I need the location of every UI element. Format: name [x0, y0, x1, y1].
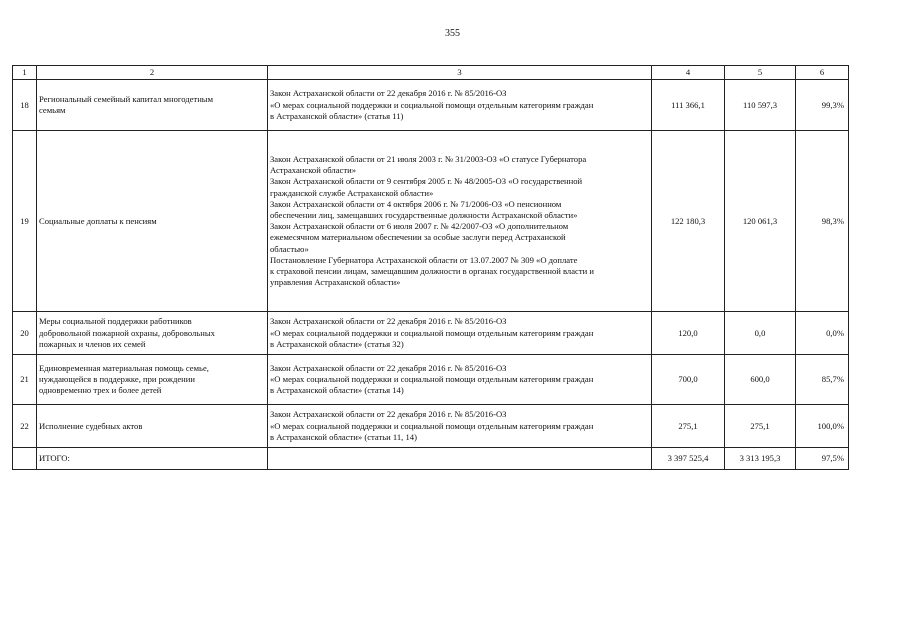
column-header: 4 [652, 66, 725, 80]
table-row [13, 131, 849, 312]
row-fact-value: 120 061,3 [725, 131, 796, 312]
column-header: 2 [37, 66, 268, 80]
name-line: нуждающейся в поддержке, при рождении [39, 374, 195, 385]
row-legal-basis [268, 312, 652, 355]
table-row [13, 405, 849, 448]
row-number: 20 [13, 312, 37, 355]
column-header: 3 [268, 66, 652, 80]
row-name [37, 131, 268, 312]
basis-line: «О мерах социальной поддержки и социальной помощи отдельным категориям граждан [270, 420, 594, 431]
row-name [37, 80, 268, 131]
row-fact-value: 275,1 [725, 405, 796, 448]
basis-line: ежемесячном материальном обеспечении за особые заслуги перед Астраханской [270, 232, 566, 243]
name-line: семьям [39, 105, 66, 116]
total-row [13, 448, 849, 470]
basis-line: в Астраханской области» (статья 32) [270, 338, 404, 349]
name-line: Социальные доплаты к пенсиям [39, 215, 157, 226]
basis-line: в Астраханской области» (статьи 11, 14) [270, 431, 417, 442]
name-line: Меры социальной поддержки работников [39, 316, 192, 327]
name-line: пожарных и членов их семей [39, 338, 146, 349]
basis-line: в Астраханской области» (статья 14) [270, 385, 404, 396]
basis-line: «О мерах социальной поддержки и социальной помощи отдельным категориям граждан [270, 374, 594, 385]
name-line: Единовременная материальная помощь семье, [39, 362, 209, 373]
row-fact-value: 110 597,3 [725, 80, 796, 131]
row-number: 18 [13, 80, 37, 131]
column-header: 6 [796, 66, 849, 80]
row-plan-value: 111 366,1 [652, 80, 725, 131]
row-legal-basis [268, 80, 652, 131]
basis-line: Закон Астраханской области от 22 декабря 2016 г. № 85/2016-ОЗ [270, 362, 507, 373]
row-number: 21 [13, 355, 37, 405]
header-row [13, 66, 849, 80]
name-line: Исполнение судебных актов [39, 420, 143, 431]
name-line: одновременно трех и более детей [39, 385, 162, 396]
row-name [37, 312, 268, 355]
basis-line: Закон Астраханской области от 9 сентября 2005 г. № 48/2005-ОЗ «О государственной [270, 176, 583, 187]
row-name [37, 405, 268, 448]
basis-line: Закон Астраханской области от 22 декабря 2016 г. № 85/2016-ОЗ [270, 88, 507, 99]
basis-line: Постановление Губернатора Астраханской области от 13.07.2007 № 309 «О доплате [270, 254, 578, 265]
total-fact-value: 3 313 195,3 [725, 448, 796, 470]
page-number: 355 [445, 28, 460, 39]
total-label: ИТОГО: [37, 448, 268, 470]
row-percent: 98,3% [796, 131, 849, 312]
row-plan-value: 122 180,3 [652, 131, 725, 312]
total-number-cell [13, 448, 37, 470]
basis-line: «О мерах социальной поддержки и социальной помощи отдельным категориям граждан [270, 327, 594, 338]
column-header: 5 [725, 66, 796, 80]
row-name [37, 355, 268, 405]
row-legal-basis [268, 131, 652, 312]
row-percent: 85,7% [796, 355, 849, 405]
basis-line: Закон Астраханской области от 22 декабря 2016 г. № 85/2016-ОЗ [270, 316, 507, 327]
table-row [13, 80, 849, 131]
budget-table [12, 65, 849, 470]
name-line: Региональный семейный капитал многодетным [39, 94, 214, 104]
row-plan-value: 275,1 [652, 405, 725, 448]
basis-line: гражданской службе Астраханской области» [270, 187, 434, 198]
row-percent: 99,3% [796, 80, 849, 131]
basis-line: Закон Астраханской области от 21 июля 2003 г. № 31/2003-ОЗ «О статусе Губернатора [270, 154, 587, 165]
total-basis-cell [268, 448, 652, 470]
name-line: добровольной пожарной охраны, добровольных [39, 327, 215, 338]
basis-line: Закон Астраханской области от 22 декабря 2016 г. № 85/2016-ОЗ [270, 409, 507, 420]
row-number: 19 [13, 131, 37, 312]
table-row [13, 312, 849, 355]
row-number: 22 [13, 405, 37, 448]
basis-line: в Астраханской области» (статья 11) [270, 110, 404, 121]
basis-line: Закон Астраханской области от 6 июля 2007 г. № 42/2007-ОЗ «О дополнительном [270, 221, 569, 232]
row-plan-value: 120,0 [652, 312, 725, 355]
basis-line: «О мерах социальной поддержки и социальной помощи отдельным категориям граждан [270, 99, 594, 110]
basis-line: к страховой пенсии лицам, замещавшим должности в органах государственной власти и [270, 265, 594, 276]
total-plan-value: 3 397 525,4 [652, 448, 725, 470]
basis-line: областью» [270, 243, 309, 254]
column-header: 1 [13, 66, 37, 80]
row-percent: 100,0% [796, 405, 849, 448]
row-legal-basis [268, 355, 652, 405]
row-fact-value: 600,0 [725, 355, 796, 405]
basis-line: Закон Астраханской области от 4 октября 2006 г. № 71/2006-ОЗ «О пенсионном [270, 198, 562, 209]
row-plan-value: 700,0 [652, 355, 725, 405]
table-row [13, 355, 849, 405]
row-fact-value: 0,0 [725, 312, 796, 355]
basis-line: Астраханской области» [270, 165, 356, 176]
basis-line: управления Астраханской области» [270, 277, 401, 288]
row-percent: 0,0% [796, 312, 849, 355]
row-legal-basis [268, 405, 652, 448]
basis-line: обеспечении лиц, замещавших государственные должности Астраханской области» [270, 210, 578, 220]
total-percent: 97,5% [796, 448, 849, 470]
